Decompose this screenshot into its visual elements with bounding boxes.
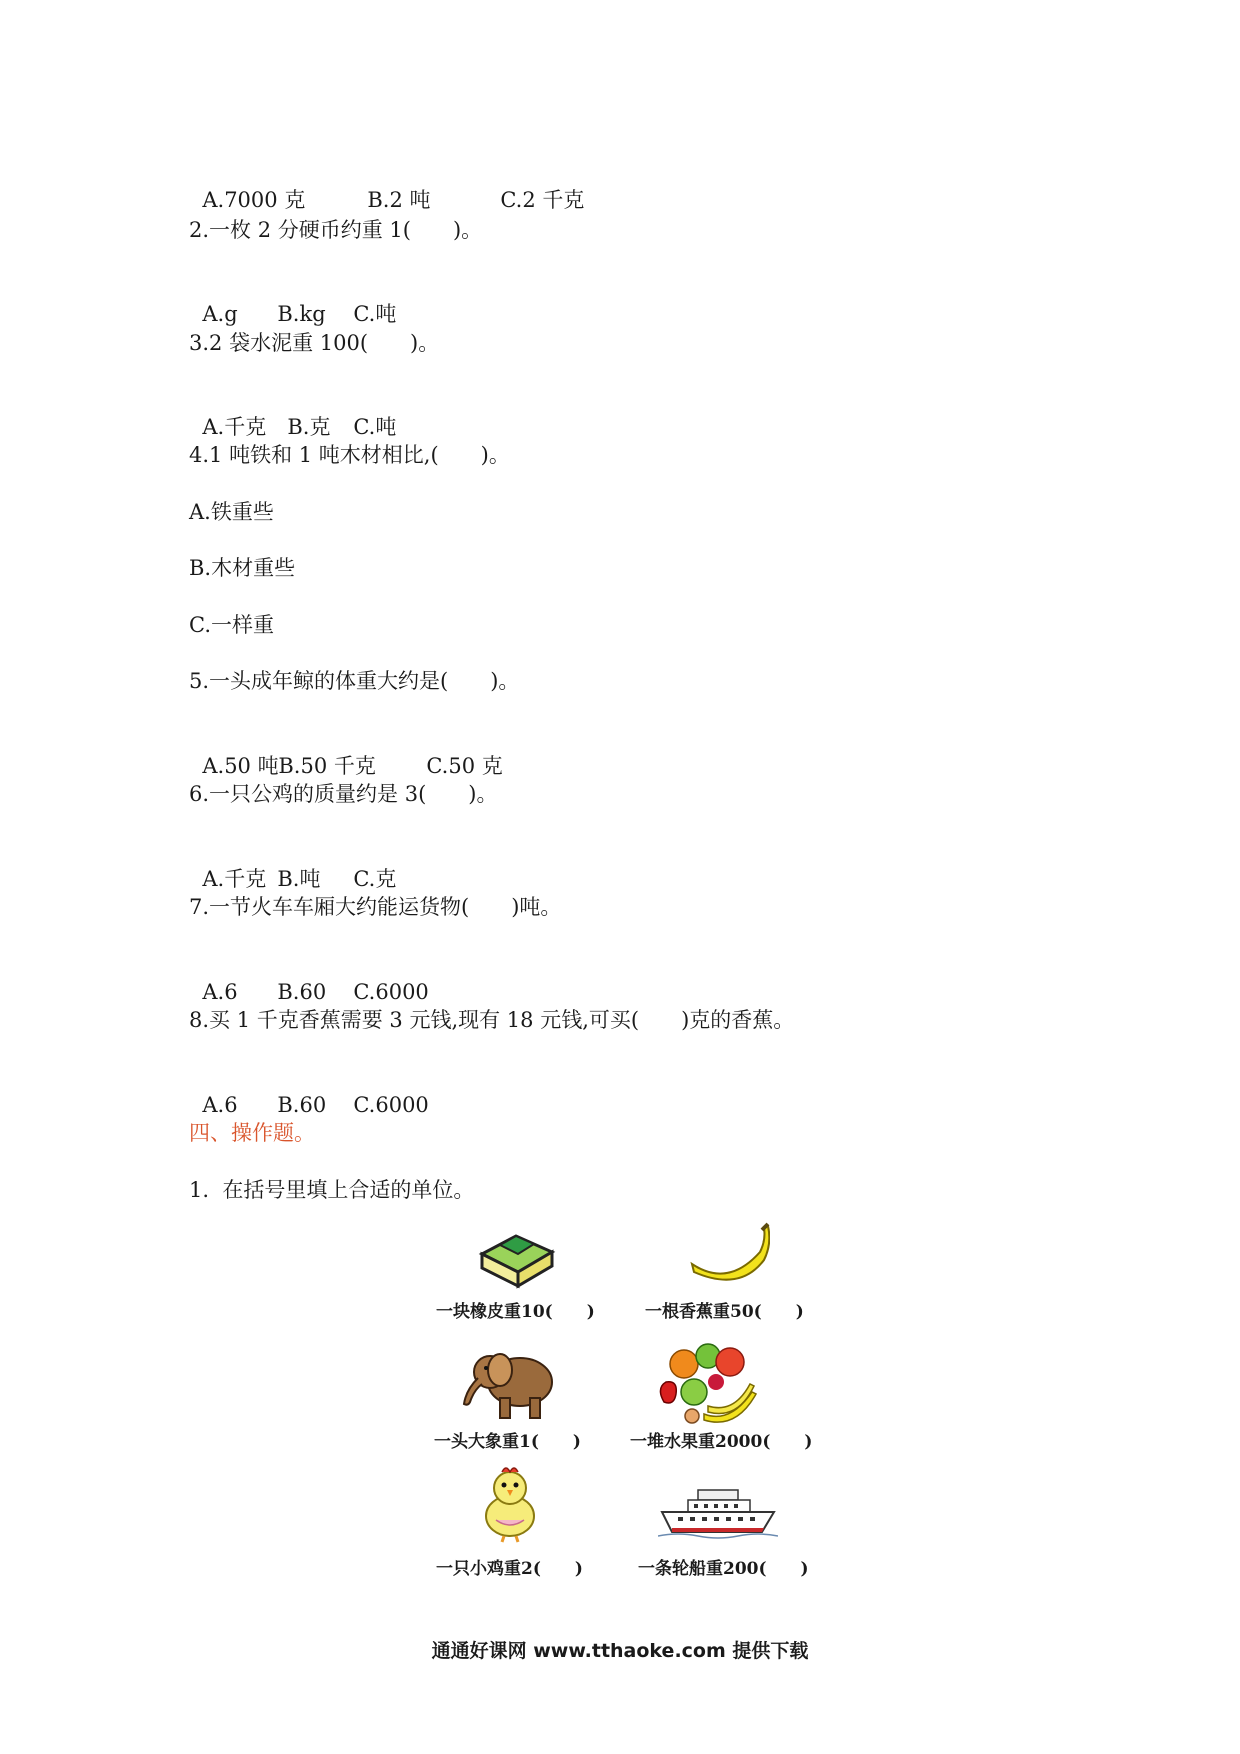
q1-option-b: B.2 吨 bbox=[367, 188, 431, 212]
option-c: C.50 克 bbox=[426, 754, 503, 778]
banana-icon bbox=[688, 1222, 770, 1286]
option-b: B.50 千克 bbox=[278, 754, 376, 778]
question-options bbox=[189, 385, 396, 441]
option-b: B.60 bbox=[277, 980, 327, 1004]
option-b: B.木材重些 bbox=[189, 556, 296, 580]
question-options bbox=[189, 1063, 429, 1119]
option-c: C.吨 bbox=[353, 302, 397, 326]
option-b: B.克 bbox=[287, 415, 331, 439]
fruit-icon bbox=[650, 1336, 760, 1426]
question-stem: 4.1 吨铁和 1 吨木材相比,( )。 bbox=[189, 443, 510, 467]
option-c: C.一样重 bbox=[189, 613, 274, 637]
picture-label-elephant: 一头大象重1( ) bbox=[434, 1432, 581, 1452]
question-options bbox=[189, 950, 429, 1006]
option-c: C.6000 bbox=[353, 980, 429, 1004]
option-c: C.6000 bbox=[353, 1093, 429, 1117]
option-a: A.50 吨 bbox=[202, 754, 279, 778]
picture-label-chick: 一只小鸡重2( ) bbox=[436, 1559, 583, 1579]
picture-label-ship: 一条轮船重200( ) bbox=[638, 1559, 809, 1579]
section4-question-1: 1. 在括号里填上合适的单位。 bbox=[189, 1178, 475, 1202]
question-stem: 7.一节火车车厢大约能运货物( )吨。 bbox=[189, 895, 562, 919]
question-stem: 8.买 1 千克香蕉需要 3 元钱,现有 18 元钱,可买( )克的香蕉。 bbox=[189, 1008, 795, 1032]
option-b: B.吨 bbox=[277, 867, 321, 891]
elephant-icon bbox=[460, 1346, 560, 1426]
option-a: A.千克 bbox=[202, 867, 267, 891]
question-options bbox=[189, 837, 396, 893]
question-stem: 2.一枚 2 分硬币约重 1( )。 bbox=[189, 218, 483, 242]
picture-label-banana: 一根香蕉重50( ) bbox=[645, 1302, 804, 1322]
option-a: A.千克 bbox=[202, 415, 267, 439]
q1-option-a: A.7000 克 bbox=[202, 188, 306, 212]
option-c: C.克 bbox=[353, 867, 397, 891]
footer-download-note: 通通好课网 www.tthaoke.com 提供下载 bbox=[431, 1640, 809, 1662]
chick-icon bbox=[476, 1464, 546, 1544]
option-a: A.6 bbox=[202, 980, 238, 1004]
q1-options bbox=[189, 158, 584, 214]
q1-option-c: C.2 千克 bbox=[500, 188, 585, 212]
ship-icon bbox=[658, 1484, 778, 1540]
option-c: C.吨 bbox=[353, 415, 397, 439]
question-options bbox=[189, 272, 396, 328]
option-a: A.铁重些 bbox=[189, 500, 274, 524]
eraser-icon bbox=[478, 1228, 556, 1292]
question-stem: 3.2 袋水泥重 100( )。 bbox=[189, 331, 440, 355]
option-b: B.60 bbox=[277, 1093, 327, 1117]
option-a: A.6 bbox=[202, 1093, 238, 1117]
option-b: B.kg bbox=[277, 302, 326, 326]
question-options bbox=[189, 724, 503, 780]
picture-label-fruit: 一堆水果重2000( ) bbox=[630, 1432, 813, 1452]
section-heading: 四、操作题。 bbox=[189, 1121, 315, 1145]
option-a: A.g bbox=[202, 302, 238, 326]
question-stem: 5.一头成年鲸的体重大约是( )。 bbox=[189, 669, 520, 693]
question-stem: 6.一只公鸡的质量约是 3( )。 bbox=[189, 782, 498, 806]
picture-label-eraser: 一块橡皮重10( ) bbox=[436, 1302, 595, 1322]
